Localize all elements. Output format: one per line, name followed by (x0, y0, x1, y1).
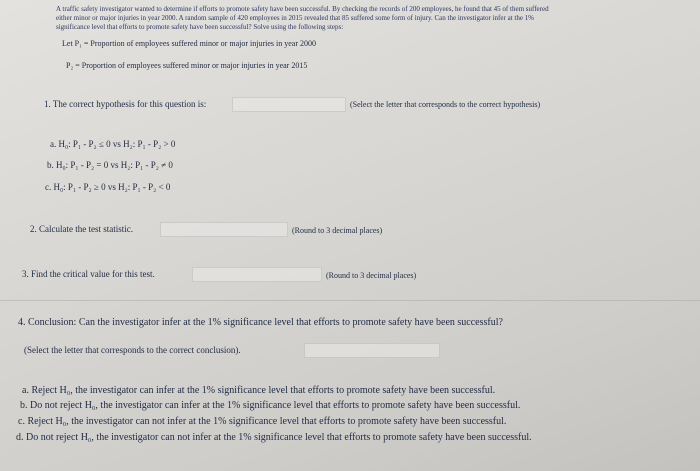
intro-line-1: A traffic safety investigator wanted to determine if efforts to promote safety have been successful. By checking the records of 200 employees, he found that 45 of them suffered (56, 5, 549, 13)
definition-p1: Let P₁ = Proportion of employees suffered minor or major injuries in year 2000 (62, 39, 316, 48)
definition-p2: P₂ = Proportion of employees suffered minor or major injuries in year 2015 (66, 61, 308, 70)
question-3-hint: (Round to 3 decimal places) (326, 271, 417, 280)
answer-4-input[interactable] (304, 343, 440, 358)
conclusion-option-a: a. Reject H₀, the investigator can infer at the 1% significance level that efforts to promote safety have been successful. (22, 385, 496, 396)
question-3: 3. Find the critical value for this test. (22, 269, 155, 279)
answer-2-input[interactable] (160, 222, 288, 237)
question-1: 1. The correct hypothesis for this question is: (44, 99, 207, 109)
question-2-hint: (Round to 3 decimal places) (292, 226, 383, 235)
question-4-instruction: (Select the letter that corresponds to the correct conclusion). (24, 345, 241, 355)
conclusion-option-d: d. Do not reject H₀, the investigator can not infer at the 1% significance level that efforts to promote safety have been successful. (16, 432, 532, 443)
section-divider (0, 300, 700, 301)
question-2: 2. Calculate the test statistic. (30, 224, 133, 234)
hypothesis-option-a: a. H₀: P₁ - P₂ ≤ 0 vs H₂: P₁ - P₂ > 0 (50, 139, 176, 149)
conclusion-option-c: c. Reject H₀, the investigator can not infer at the 1% significance level that efforts to promote safety have been successful. (18, 416, 507, 427)
conclusion-option-b: b. Do not reject H₀, the investigator can infer at the 1% significance level that efforts to promote safety have been successful. (20, 400, 521, 411)
intro-line-3: significance level that efforts to promote safety have been successful? Solve using the following steps: (56, 23, 344, 31)
question-1-hint: (Select the letter that corresponds to the correct hypothesis) (350, 100, 541, 109)
hypothesis-option-c: c. H₀: P₁ - P₂ ≥ 0 vs H₂: P₁ - P₂ < 0 (45, 182, 171, 192)
answer-3-input[interactable] (192, 267, 322, 282)
question-4: 4. Conclusion: Can the investigator infer at the 1% significance level that efforts to promote safety have been successful? (18, 317, 503, 328)
intro-line-2: either minor or major injuries in year 2000. A random sample of 420 employees in 2015 revealed that 85 suffered some form of injury. Can the investigator infer at the 1% (56, 14, 535, 22)
hypothesis-option-b: b. H₀: P₁ - P₂ = 0 vs H₂: P₁ - P₂ ≠ 0 (47, 160, 173, 170)
answer-1-input[interactable] (232, 97, 346, 112)
